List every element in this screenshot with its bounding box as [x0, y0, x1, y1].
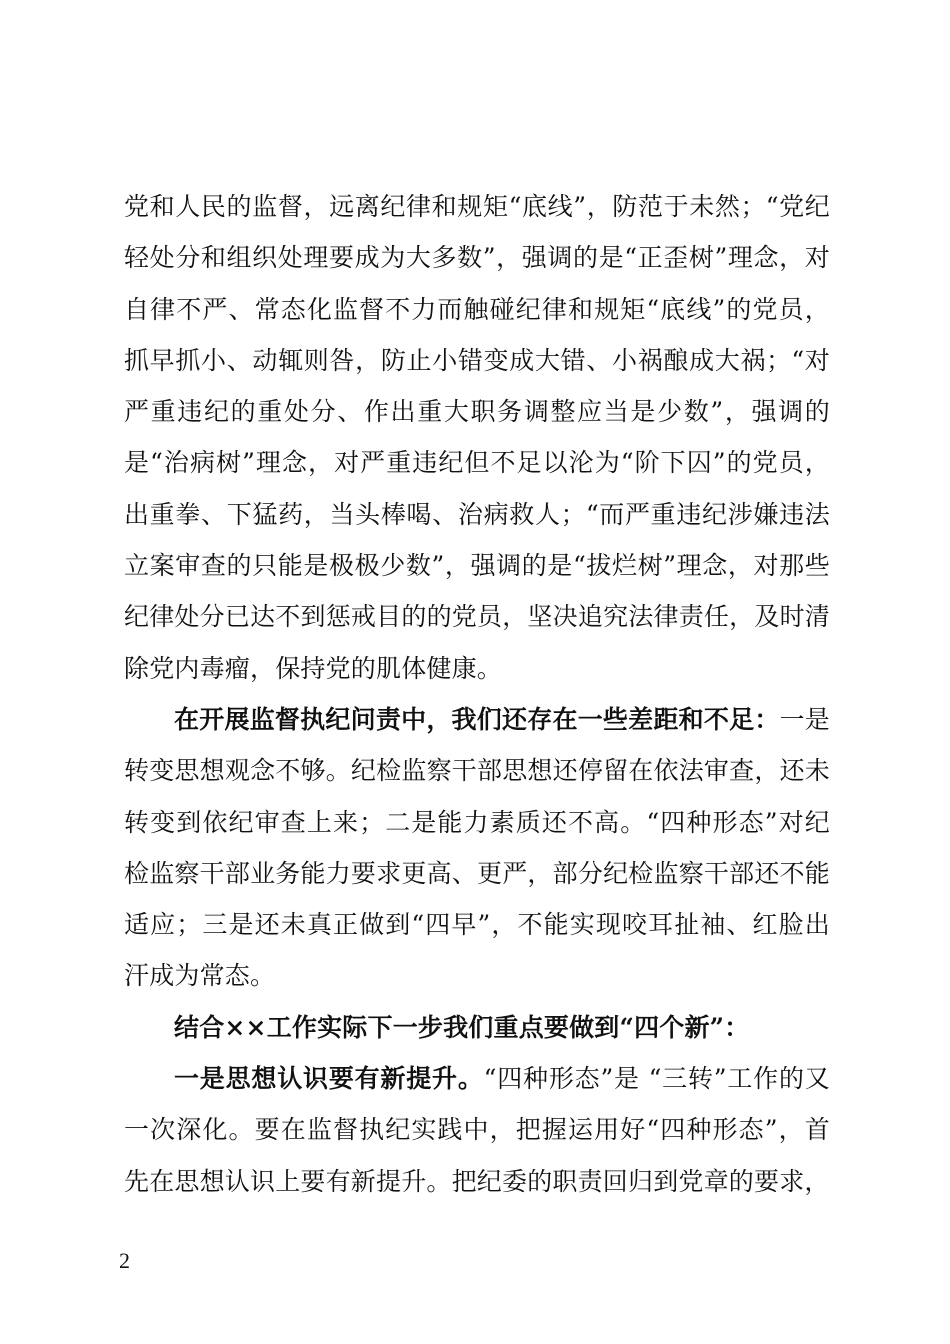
paragraph-1 [124, 181, 830, 694]
paragraph-2 [124, 694, 830, 1002]
paragraph-3-heading: 结合××工作实际下一步我们重点要做到“四个新”： [174, 1012, 750, 1042]
paragraph-4 [124, 1053, 830, 1207]
paragraph-4-text: “四种形态”是 “三转”工作的又一次深化。要在监督执纪实践中，把握运用好“四种形态”，首先在思想认识上要有新提升。把纪委的职责回归到党章的要求， [124, 1064, 830, 1196]
body-text [124, 181, 830, 1207]
paragraph-2-text: 一是转变思想观念不够。纪检监察干部思想还停留在依法审查，还未转变到依纪审查上来；二是能力素质还不高。“四种形态”对纪检监察干部业务能力要求更高、更严，部分纪检监察干部还不能适应；三是还未真正做到“四早”，不能实现咬耳扯袖、红脸出汗成为常态。 [124, 704, 830, 991]
page-number: 2 [119, 1248, 130, 1273]
paragraph-3 [124, 1002, 830, 1053]
paragraph-2-heading: 在开展监督执纪问责中，我们还存在一些差距和不足： [174, 704, 780, 734]
paragraph-4-heading: 一是思想认识要有新提升。 [174, 1064, 484, 1094]
paragraph-1-text: 党和人民的监督，远离纪律和规矩“底线”，防范于未然；“党纪轻处分和组织处理要成为大多数”，强调的是“正歪树”理念，对自律不严、常态化监督不力而触碰纪律和规矩“底线”的党员，抓早抓小、动辄则咎，防止小错变成大错、小祸酿成大祸；“对严重违纪的重处分、作出重大职务调整应当是少数”，强调的是“治病树”理念，对严重违纪但不足以沦为“阶下囚”的党员，出重拳、下猛药，当头棒喝、治病救人；“而严重违纪涉嫌违法立案审查的只能是极极少数”，强调的是“拔烂树”理念，对那些纪律处分已达不到惩戒目的的党员，坚决追究法律责任，及时清除党内毒瘤，保持党的肌体健康。 [124, 192, 830, 683]
